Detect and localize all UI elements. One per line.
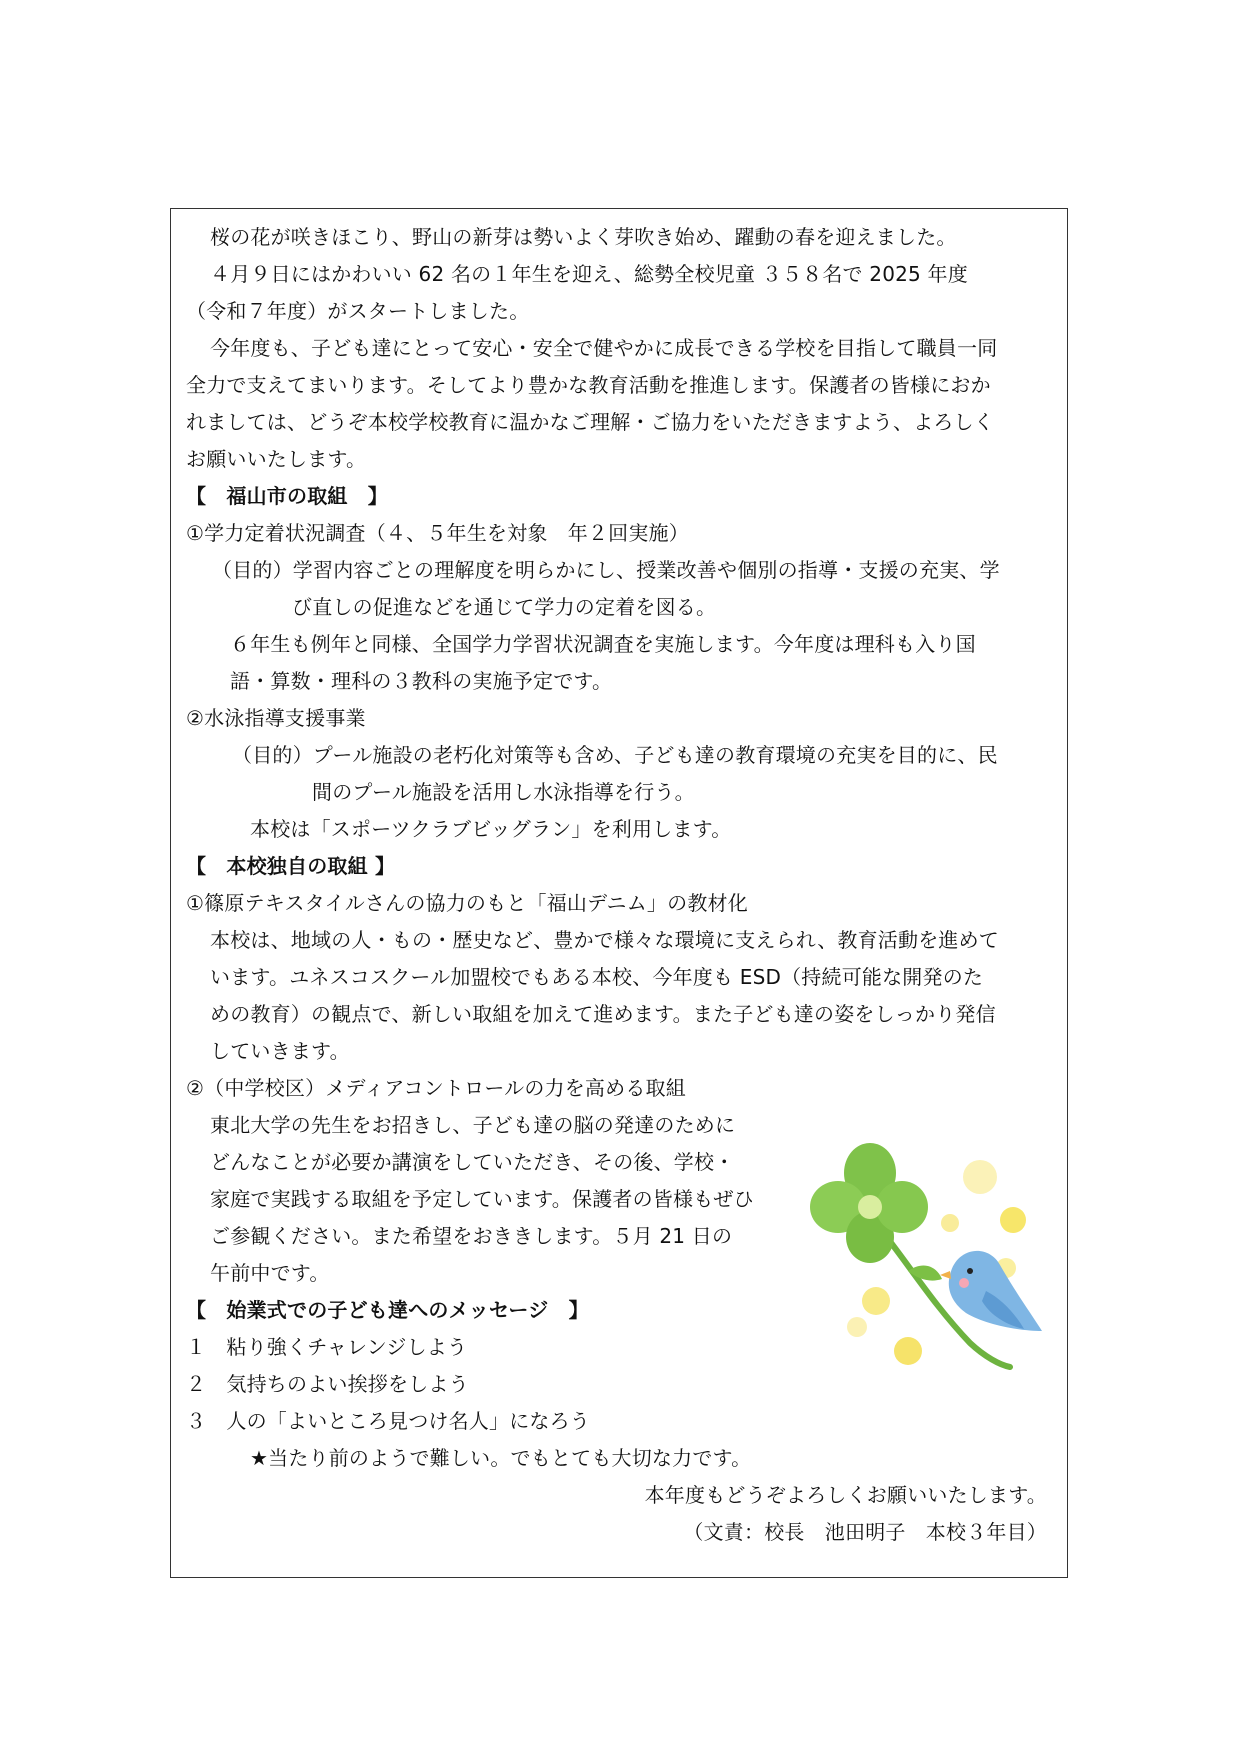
city-item2-purpose-line1: （目的）プール施設の老朽化対策等も含め、子ども達の教育環境の充実を目的に、民 bbox=[232, 743, 998, 767]
school-item2-line4: ご参観ください。また希望をおききします。５月 21 日の bbox=[210, 1224, 733, 1248]
yellow-circle bbox=[894, 1337, 922, 1365]
school-item1-line4: していきます。 bbox=[210, 1039, 350, 1063]
yellow-circle bbox=[941, 1214, 959, 1232]
school-item1-line1: 本校は、地域の人・もの・歴史など、豊かで様々な環境に支えられ、教育活動を進めて bbox=[210, 928, 999, 952]
yellow-circle bbox=[963, 1160, 997, 1194]
school-heading: 【 本校独自の取組 】 bbox=[186, 854, 396, 878]
school-item2-line2: どんなことが必要か講演をしていただき、その後、学校・ bbox=[210, 1150, 735, 1174]
school-item1-title: ①篠原テキスタイルさんの協力のもと「福山デニム」の教材化 bbox=[186, 891, 748, 915]
city-item1-title: ①学力定着状況調査（４、５年生を対象 年２回実施） bbox=[186, 521, 689, 545]
school-item2-title: ②（中学校区）メディアコントロールの力を高める取組 bbox=[186, 1076, 686, 1100]
school-item2-line5: 午前中です。 bbox=[210, 1261, 330, 1285]
closing-signature: （文責：校長 池田明子 本校３年目） bbox=[683, 1520, 1047, 1544]
city-item1-note-line2: 語・算数・理科の３教科の実施予定です。 bbox=[230, 669, 613, 693]
city-item1-note-line1: ６年生も例年と同様、全国学力学習状況調査を実施します。今年度は理科も入り国 bbox=[230, 632, 976, 656]
bird-icon bbox=[940, 1251, 1042, 1331]
city-item2-note: 本校は「スポーツクラブビッグラン」を利用します。 bbox=[250, 817, 732, 841]
city-item2-title: ②水泳指導支援事業 bbox=[186, 706, 366, 730]
intro-p3-line3: れましては、どうぞ本校学校教育に温かなご理解・ご協力をいただきますよう、よろしく bbox=[186, 410, 994, 434]
intro-p3-line2: 全力で支えてまいります。そしてより豊かな教育活動を推進します。保護者の皆様におか bbox=[186, 373, 991, 397]
yellow-circle bbox=[847, 1317, 867, 1337]
closing-text: 本年度もどうぞよろしくお願いいたします。 bbox=[644, 1483, 1047, 1507]
yellow-circle bbox=[862, 1287, 890, 1315]
clover-icon bbox=[810, 1143, 928, 1263]
intro-p1: 桜の花が咲きほこり、野山の新芽は勢いよく芽吹き始め、躍動の春を迎えました。 bbox=[210, 225, 957, 249]
clover-bird-illustration bbox=[810, 1125, 1050, 1390]
school-item2-line1: 東北大学の先生をお招きし、子ども達の脳の発達のために bbox=[210, 1113, 736, 1137]
school-item2-line3: 家庭で実践する取組を予定しています。保護者の皆様もぜひ bbox=[210, 1187, 754, 1211]
yellow-circle bbox=[1000, 1207, 1026, 1233]
city-heading: 【 福山市の取組 】 bbox=[186, 484, 388, 508]
city-item1-purpose-line1: （目的）学習内容ごとの理解度を明らかにし、授業改善や個別の指導・支援の充実、学 bbox=[212, 558, 1000, 582]
message-note: ★当たり前のようで難しい。でもとても大切な力です。 bbox=[250, 1446, 752, 1470]
intro-p3-line1: 今年度も、子ども達にとって安心・安全で健やかに成長できる学校を目指して職員一同 bbox=[210, 336, 998, 360]
message-item-3: ３ 人の「よいところ見つけ名人」になろう bbox=[186, 1409, 590, 1433]
city-item2-purpose-line2: 間のプール施設を活用し水泳指導を行う。 bbox=[312, 780, 695, 804]
intro-p2-line2: （令和７年度）がスタートしました。 bbox=[186, 299, 530, 323]
message-item-1: １ 粘り強くチャレンジしよう bbox=[186, 1335, 468, 1359]
intro-p3-line4: お願いいたします。 bbox=[186, 447, 367, 471]
school-item1-line2: います。ユネスコスクール加盟校でもある本校、今年度も ESD（持続可能な開発のた bbox=[210, 965, 984, 989]
school-item1-line3: めの教育）の観点で、新しい取組を加えて進めます。また子ども達の姿をしっかり発信 bbox=[210, 1002, 996, 1026]
message-heading: 【 始業式での子ども達へのメッセージ 】 bbox=[186, 1298, 589, 1322]
city-item1-purpose-line2: び直しの促進などを通じて学力の定着を図る。 bbox=[292, 595, 717, 619]
intro-p2-line1: ４月９日にはかわいい 62 名の１年生を迎え、総勢全校児童 ３５８名で 2025 年度 bbox=[210, 262, 968, 286]
message-item-2: ２ 気持ちのよい挨拶をしよう bbox=[186, 1372, 469, 1396]
